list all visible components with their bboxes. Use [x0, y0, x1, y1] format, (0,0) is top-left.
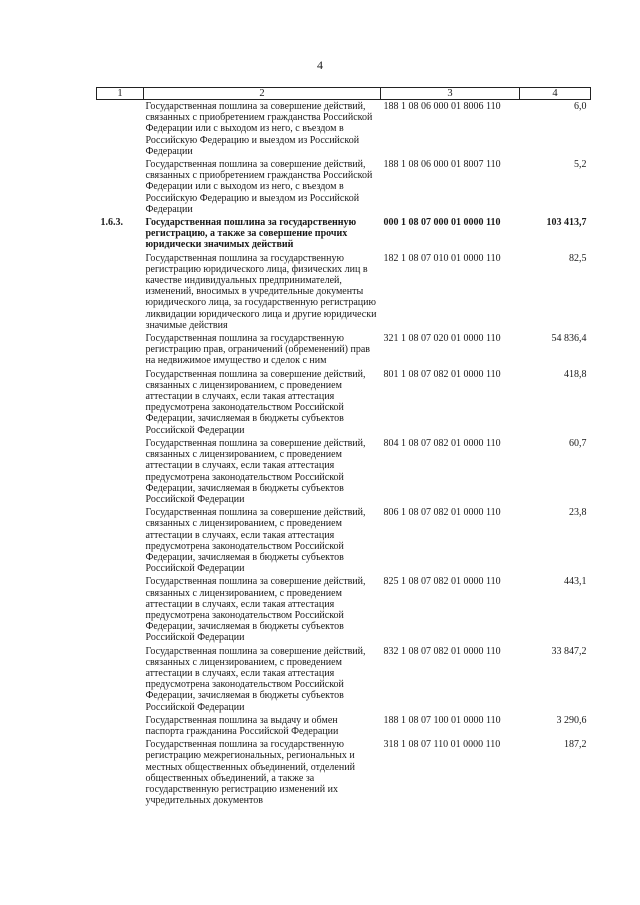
table-row [97, 158, 591, 216]
row-value: 443,1 [564, 576, 587, 588]
row-number [97, 437, 144, 506]
row-number [97, 100, 144, 159]
row-number [97, 575, 144, 644]
row-code: 318 1 08 07 110 01 0000 110 [383, 739, 501, 751]
row-number [97, 332, 144, 368]
header-col-2: 2 [144, 88, 381, 100]
row-code: 188 1 08 07 100 01 0000 110 [383, 714, 501, 726]
row-code: 804 1 08 07 082 01 0000 110 [383, 437, 501, 449]
row-value: 418,8 [564, 368, 587, 380]
row-name: Государственная пошлина за совершение действий, связанных с лицензированием, с проведением аттестации в случаях, если такая аттестация предусмотрена законодательством Российской Федерации, зачисляемая в бюджеты субъектов Российской Федерации [145, 368, 366, 436]
table-row [97, 332, 591, 368]
page-number: 4 [317, 58, 323, 72]
row-value: 33 847,2 [551, 645, 587, 657]
row-value: 103 413,7 [546, 217, 587, 229]
row-value: 3 290,6 [556, 714, 587, 726]
header-col-3: 3 [381, 88, 520, 100]
row-value: 6,0 [574, 101, 587, 112]
row-code: 321 1 08 07 020 01 0000 110 [383, 333, 501, 345]
revenue-table [96, 87, 591, 807]
table-row [97, 368, 591, 437]
row-value: 54 836,4 [551, 333, 587, 345]
table-row [97, 738, 591, 807]
row-code: 182 1 08 07 010 01 0000 110 [383, 252, 501, 264]
table-body [97, 100, 591, 808]
row-value: 82,5 [569, 252, 587, 264]
row-name: Государственная пошлина за выдачу и обмен паспорта гражданина Российской Федерации [145, 714, 339, 737]
row-value: 60,7 [569, 437, 587, 449]
row-name: Государственная пошлина за государственную регистрацию, а также за совершение прочих юридически значимых действий [145, 217, 357, 251]
row-number [97, 252, 144, 332]
row-name: Государственная пошлина за совершение действий, связанных с приобретением гражданства Российской Федерации или с выходом из него, с въездом в Российскую Федерацию и выездом из Российской Федерации [145, 159, 373, 215]
row-number [97, 368, 144, 437]
row-number [97, 645, 144, 714]
row-name: Государственная пошлина за совершение действий, связанных с лицензированием, с проведением аттестации в случаях, если такая аттестация предусмотрена законодательством Российской Федерации, зачисляемая в бюджеты субъектов Российской Федерации [145, 437, 366, 505]
row-number [97, 158, 144, 216]
table-row [97, 506, 591, 575]
row-code: 806 1 08 07 082 01 0000 110 [383, 507, 501, 519]
table-row [97, 645, 591, 714]
row-name: Государственная пошлина за государственную регистрацию прав, ограничений (обременений) прав на недвижимое имущество и сделок с ним [145, 333, 371, 367]
row-name: Государственная пошлина за совершение действий, связанных с лицензированием, с проведением аттестации в случаях, если такая аттестация предусмотрена законодательством Российской Федерации, зачисляемая в бюджеты субъектов Российской Федерации [145, 576, 366, 644]
table-row [97, 437, 591, 506]
row-name: Государственная пошлина за совершение действий, связанных с лицензированием, с проведением аттестации в случаях, если такая аттестация предусмотрена законодательством Российской Федерации, зачисляемая в бюджеты субъектов Российской Федерации [145, 507, 366, 575]
header-col-1: 1 [97, 88, 144, 100]
table-row [97, 575, 591, 644]
row-code: 825 1 08 07 082 01 0000 110 [383, 576, 501, 588]
row-number: 1.6.3. [100, 217, 123, 229]
row-code: 801 1 08 07 082 01 0000 110 [383, 368, 501, 380]
row-name: Государственная пошлина за совершение действий, связанных с приобретением гражданства Российской Федерации или с выходом из него, с въездом в Российскую Федерацию и выездом из Российской Федерации [145, 101, 373, 157]
row-name: Государственная пошлина за государственную регистрацию межрегиональных, региональных и местных общественных объединений, отделений общественных объединений, а также за государственную регистрацию изменений их учредительных документов [145, 739, 355, 807]
row-name: Государственная пошлина за совершение действий, связанных с лицензированием, с проведением аттестации в случаях, если такая аттестация предусмотрена законодательством Российской Федерации, зачисляемая в бюджеты субъектов Российской Федерации [145, 645, 366, 713]
row-code: 832 1 08 07 082 01 0000 110 [383, 645, 501, 657]
header-row [97, 88, 591, 100]
row-number [97, 506, 144, 575]
header-col-4: 4 [520, 88, 591, 100]
table-row [97, 100, 591, 159]
row-code: 188 1 08 06 000 01 8007 110 [383, 159, 501, 171]
table-row [97, 216, 591, 252]
row-number [97, 738, 144, 807]
row-value: 187,2 [564, 739, 587, 751]
row-code: 188 1 08 06 000 01 8006 110 [383, 101, 501, 112]
row-code: 000 1 08 07 000 01 0000 110 [383, 217, 501, 229]
row-name: Государственная пошлина за государственную регистрацию юридического лица, физических лиц в качестве индивидуальных предпринимателей, изменений, вносимых в учредительные документы юридического лица, за государственную регистрацию ликвидации юридического лица и другие юридически значимые действия [145, 252, 377, 331]
table-row [97, 252, 591, 332]
table-row [97, 714, 591, 738]
row-number [97, 714, 144, 738]
table-header [97, 88, 591, 100]
row-value: 5,2 [574, 159, 587, 171]
row-value: 23,8 [569, 507, 587, 519]
